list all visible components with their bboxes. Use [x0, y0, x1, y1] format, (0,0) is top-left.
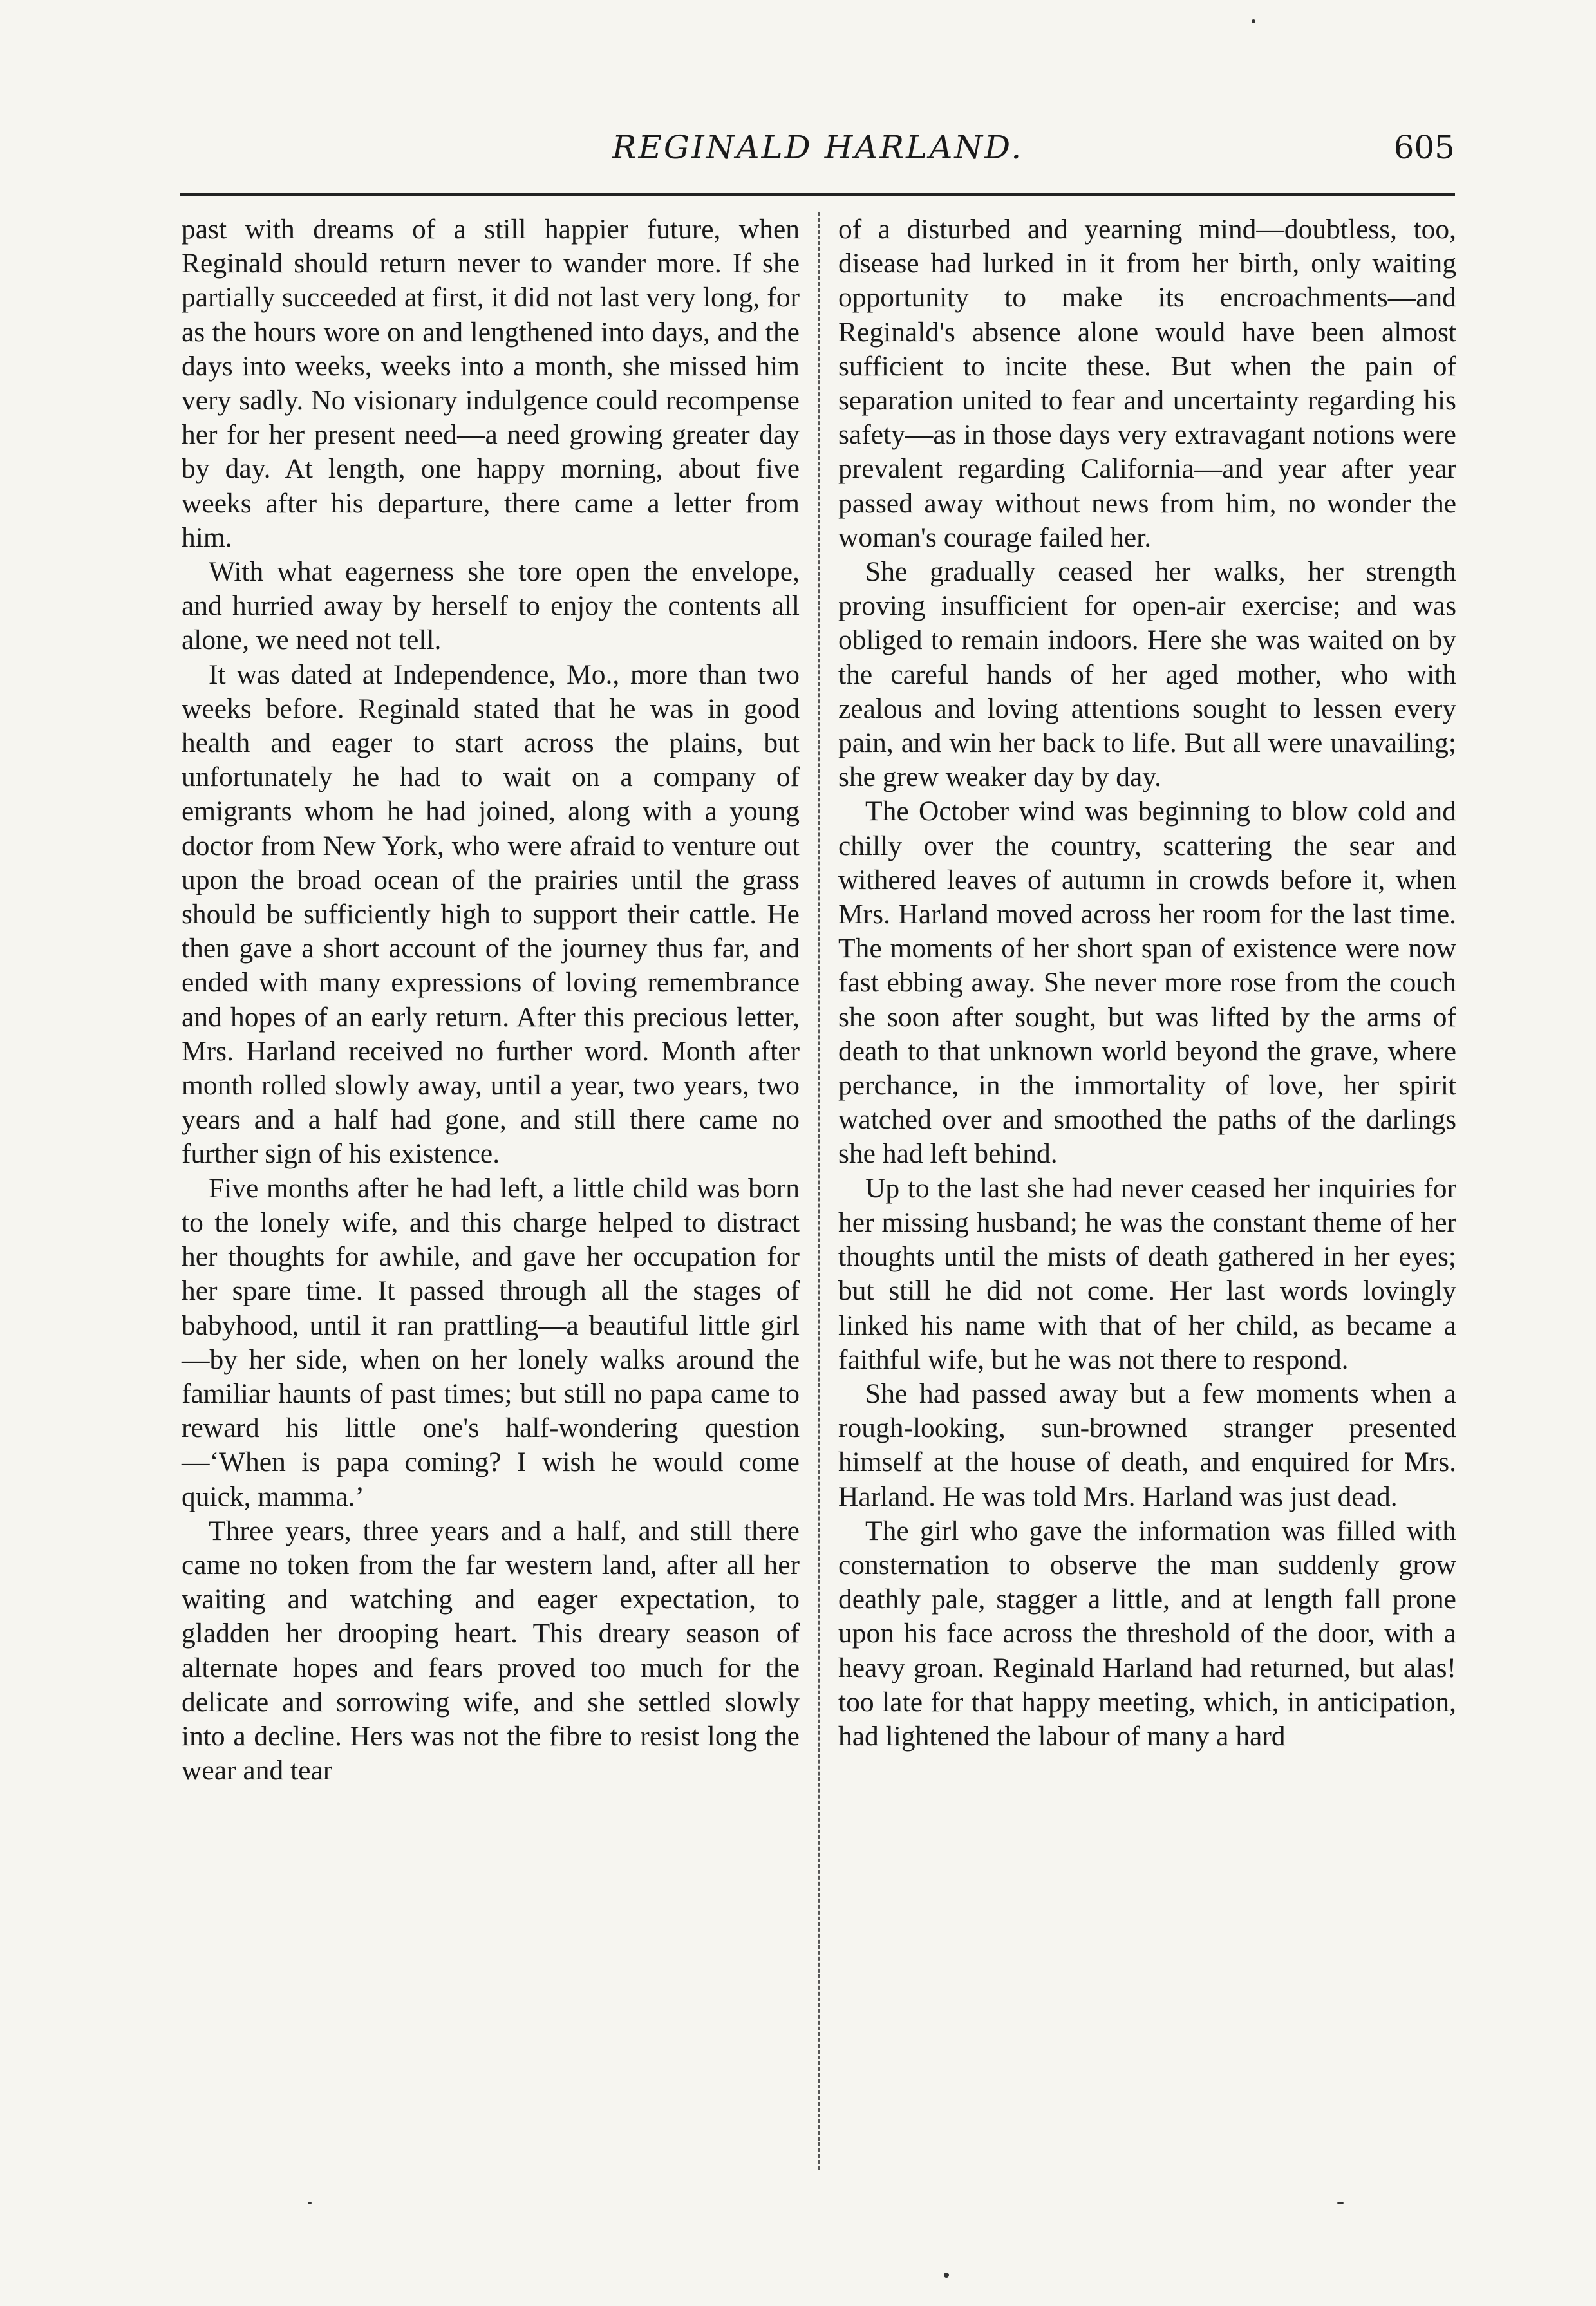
right-paragraph-5: She had passed away but a few moments when a rough-looking, sun-browned stranger presented himself at the house of death, and enquired for Mrs. Harland. He was told Mrs. Harland was just dead. — [838, 1378, 1456, 1512]
left-paragraph-2: With what eagerness she tore open the envelope, and hurried away by herself to enjoy the contents all alone, we need not tell. — [182, 556, 800, 656]
page-number: 605 — [1393, 129, 1455, 166]
right-paragraph-4: Up to the last she had never ceased her inquiries for her missing husband; he was the constant theme of her thoughts until the mists of death gathered in her eyes; but still he did not come. Her last words lovingly linked his name with that of her child, as became a faithful wife, but he was not there to respond. — [838, 1172, 1456, 1375]
left-paragraph-3: It was dated at Independence, Mo., more than two weeks before. Reginald stated that he was in good health and eager to start across the plains, but unfortunately he had to wait on a company of emigrants whom he had joined, along with a young doctor from New York, who were afraid to venture out upon the broad ocean of the prairies until the grass should be sufficiently high to support their cattle. He then gave a short account of the journey thus far, and ended with many expressions of loving remembrance and hopes of an early return. After this precious letter, Mrs. Harland received no further word. Month after month rolled slowly away, until a year, two years, two years and a half had gone, and still there came no further sign of his existence. — [182, 659, 800, 1170]
left-paragraph-1: past with dreams of a still happier future, when Reginald should return never to wander more. If she partially succeeded at first, it did not last very long, for as the hours wore on and lengthened into days, and the days into weeks, weeks into a month, she missed him very sadly. No visionary indulgence could recompense her for her present need—a need growing greater day by day. At length, one happy morning, about five weeks after his departure, there came a letter from him. — [182, 214, 800, 553]
right-paragraph-1: of a disturbed and yearning mind—doubtless, too, disease had lurked in it from her birth, only waiting opportunity to make its encroachments—and Reginald's absence alone would have been almost sufficient to incite these. But when the pain of separation united to fear and uncertainty regarding his safety—as in those days very extravagant notions were prevalent regarding California—and year after year passed away without news from him, no wonder the woman's courage failed her. — [838, 214, 1456, 553]
print-speck — [308, 2202, 312, 2204]
right-paragraph-6: The girl who gave the information was filled with consternation to observe the man suddenly grow deathly pale, stagger a little, and at length fall prone upon his face across the threshold of the door, with a heavy groan. Reginald Harland had returned, but alas! too late for that happy meeting, which, in anticipation, had lightened the labour of many a hard — [838, 1515, 1456, 1752]
running-header — [180, 129, 1455, 187]
print-speck — [1252, 19, 1255, 23]
left-paragraph-5: Three years, three years and a half, and still there came no token from the far western land, after all her waiting and watching and eager expectation, to gladden her drooping heart. This dreary season of alternate hopes and fears proved too much for the delicate and sorrowing wife, and she settled slowly into a decline. Hers was not the fibre to resist long the wear and tear — [182, 1515, 800, 1786]
running-title: REGINALD HARLAND. — [612, 129, 1024, 166]
print-speck — [944, 2273, 949, 2278]
print-speck — [1337, 2202, 1344, 2204]
column-divider — [818, 212, 820, 2170]
header-rule — [180, 193, 1455, 196]
right-paragraph-2: She gradually ceased her walks, her strength proving insufficient for open-air exercise; and was obliged to remain indoors. Here she was waited on by the careful hands of her aged mother, who with zealous and loving attentions sought to lessen every pain, and win her back to life. But all were unavailing; she grew weaker day by day. — [838, 556, 1456, 793]
right-paragraph-3: The October wind was beginning to blow cold and chilly over the country, scattering the sear and withered leaves of autumn in crowds before it, when Mrs. Harland moved across her room for the last time. The moments of her short span of existence were now fast ebbing away. She never more rose from the couch she soon after sought, but was lifted by the arms of death to that unknown world beyond the grave, where perchance, in the immortality of love, her spirit watched over and smoothed the paths of the darlings she had left behind. — [838, 796, 1456, 1170]
left-paragraph-4: Five months after he had left, a little child was born to the lonely wife, and this charge helped to distract her thoughts for awhile, and gave her occupation for her spare time. It passed through all the stages of babyhood, until it ran prattling—a beautiful little girl—by her side, when on her lonely walks around the familiar haunts of past times; but still no papa came to reward his little one's half-wondering question—‘When is papa coming? I wish he would come quick, mamma.’ — [182, 1172, 800, 1512]
left-column — [182, 212, 800, 1788]
right-column — [838, 212, 1456, 1754]
